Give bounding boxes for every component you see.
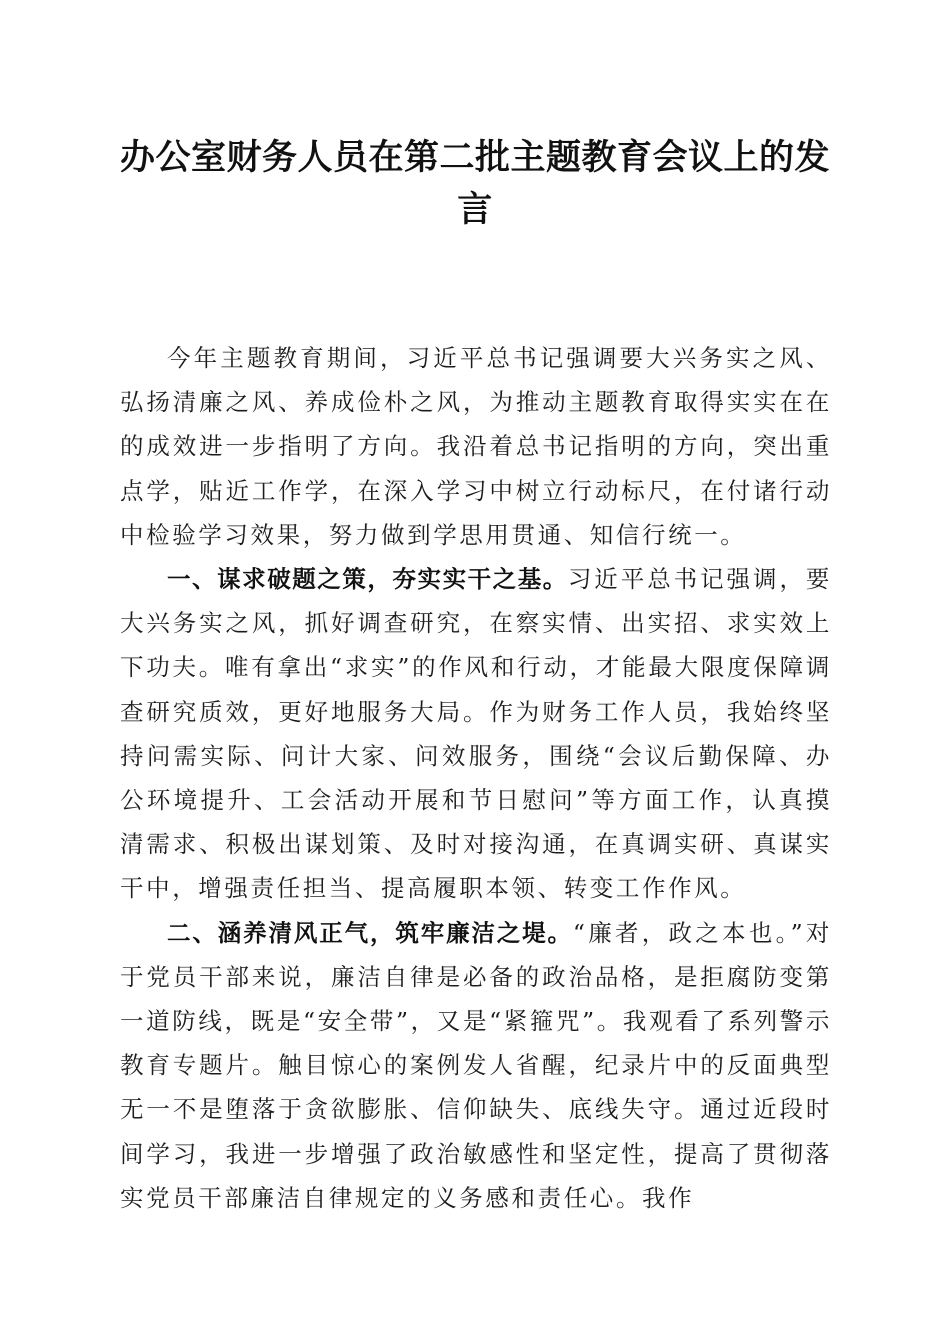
section-one-heading: 一、谋求破题之策，夯实实干之基。 (167, 565, 568, 594)
paragraph-intro-text: 今年主题教育期间，习近平总书记强调要大兴务实之风、弘扬清廉之风、养成俭朴之风，为推动主题教育取得实实在在的成效进一步指明了方向。我沿着总书记指明的方向，突出重点学，贴近工作学，在深入学习中树立行动标尺，在付诸行动中检验学习效果，努力做到学思用贯通、知信行统一。 (120, 344, 832, 549)
section-two-heading: 二、涵养清风正气，筑牢廉洁之堤。 (167, 918, 573, 947)
section-one-text: 习近平总书记强调，要大兴务实之风，抓好调查研究，在察实情、出实招、求实效上下功夫。唯有拿出“求实”的作风和行动，才能最大限度保障调查研究质效，更好地服务大局。作为财务工作人员，我始终坚持问需实际、问计大家、问效服务，围绕“会议后勤保障、办公环境提升、工会活动开展和节日慰问”等方面工作，认真摸清需求、积极出谋划策、及时对接沟通，在真调实研、真谋实干中，增强责任担当、提高履职本领、转变工作作风。 (120, 565, 833, 903)
document-body (120, 336, 832, 1220)
paragraph-intro (120, 336, 832, 557)
document-title: 办公室财务人员在第二批主题教育会议上的发言 (119, 137, 830, 230)
paragraph-section-two (120, 911, 832, 1220)
section-two-text: “廉者，政之本也。”对于党员干部来说，廉洁自律是必备的政治品格，是拒腐防变第一道防线，既是“安全带”，又是“紧箍咒”。我观看了系列警示教育专题片。触目惊心的案例发人省醒，纪录片中的反面典型无一不是堕落于贪欲膨胀、信仰缺失、底线失守。通过近段时间学习，我进一步增强了政治敏感性和坚定性，提高了贯彻落实党员干部廉洁自律规定的义务感和责任心。我作 (120, 918, 832, 1212)
paragraph-section-one (120, 557, 832, 911)
